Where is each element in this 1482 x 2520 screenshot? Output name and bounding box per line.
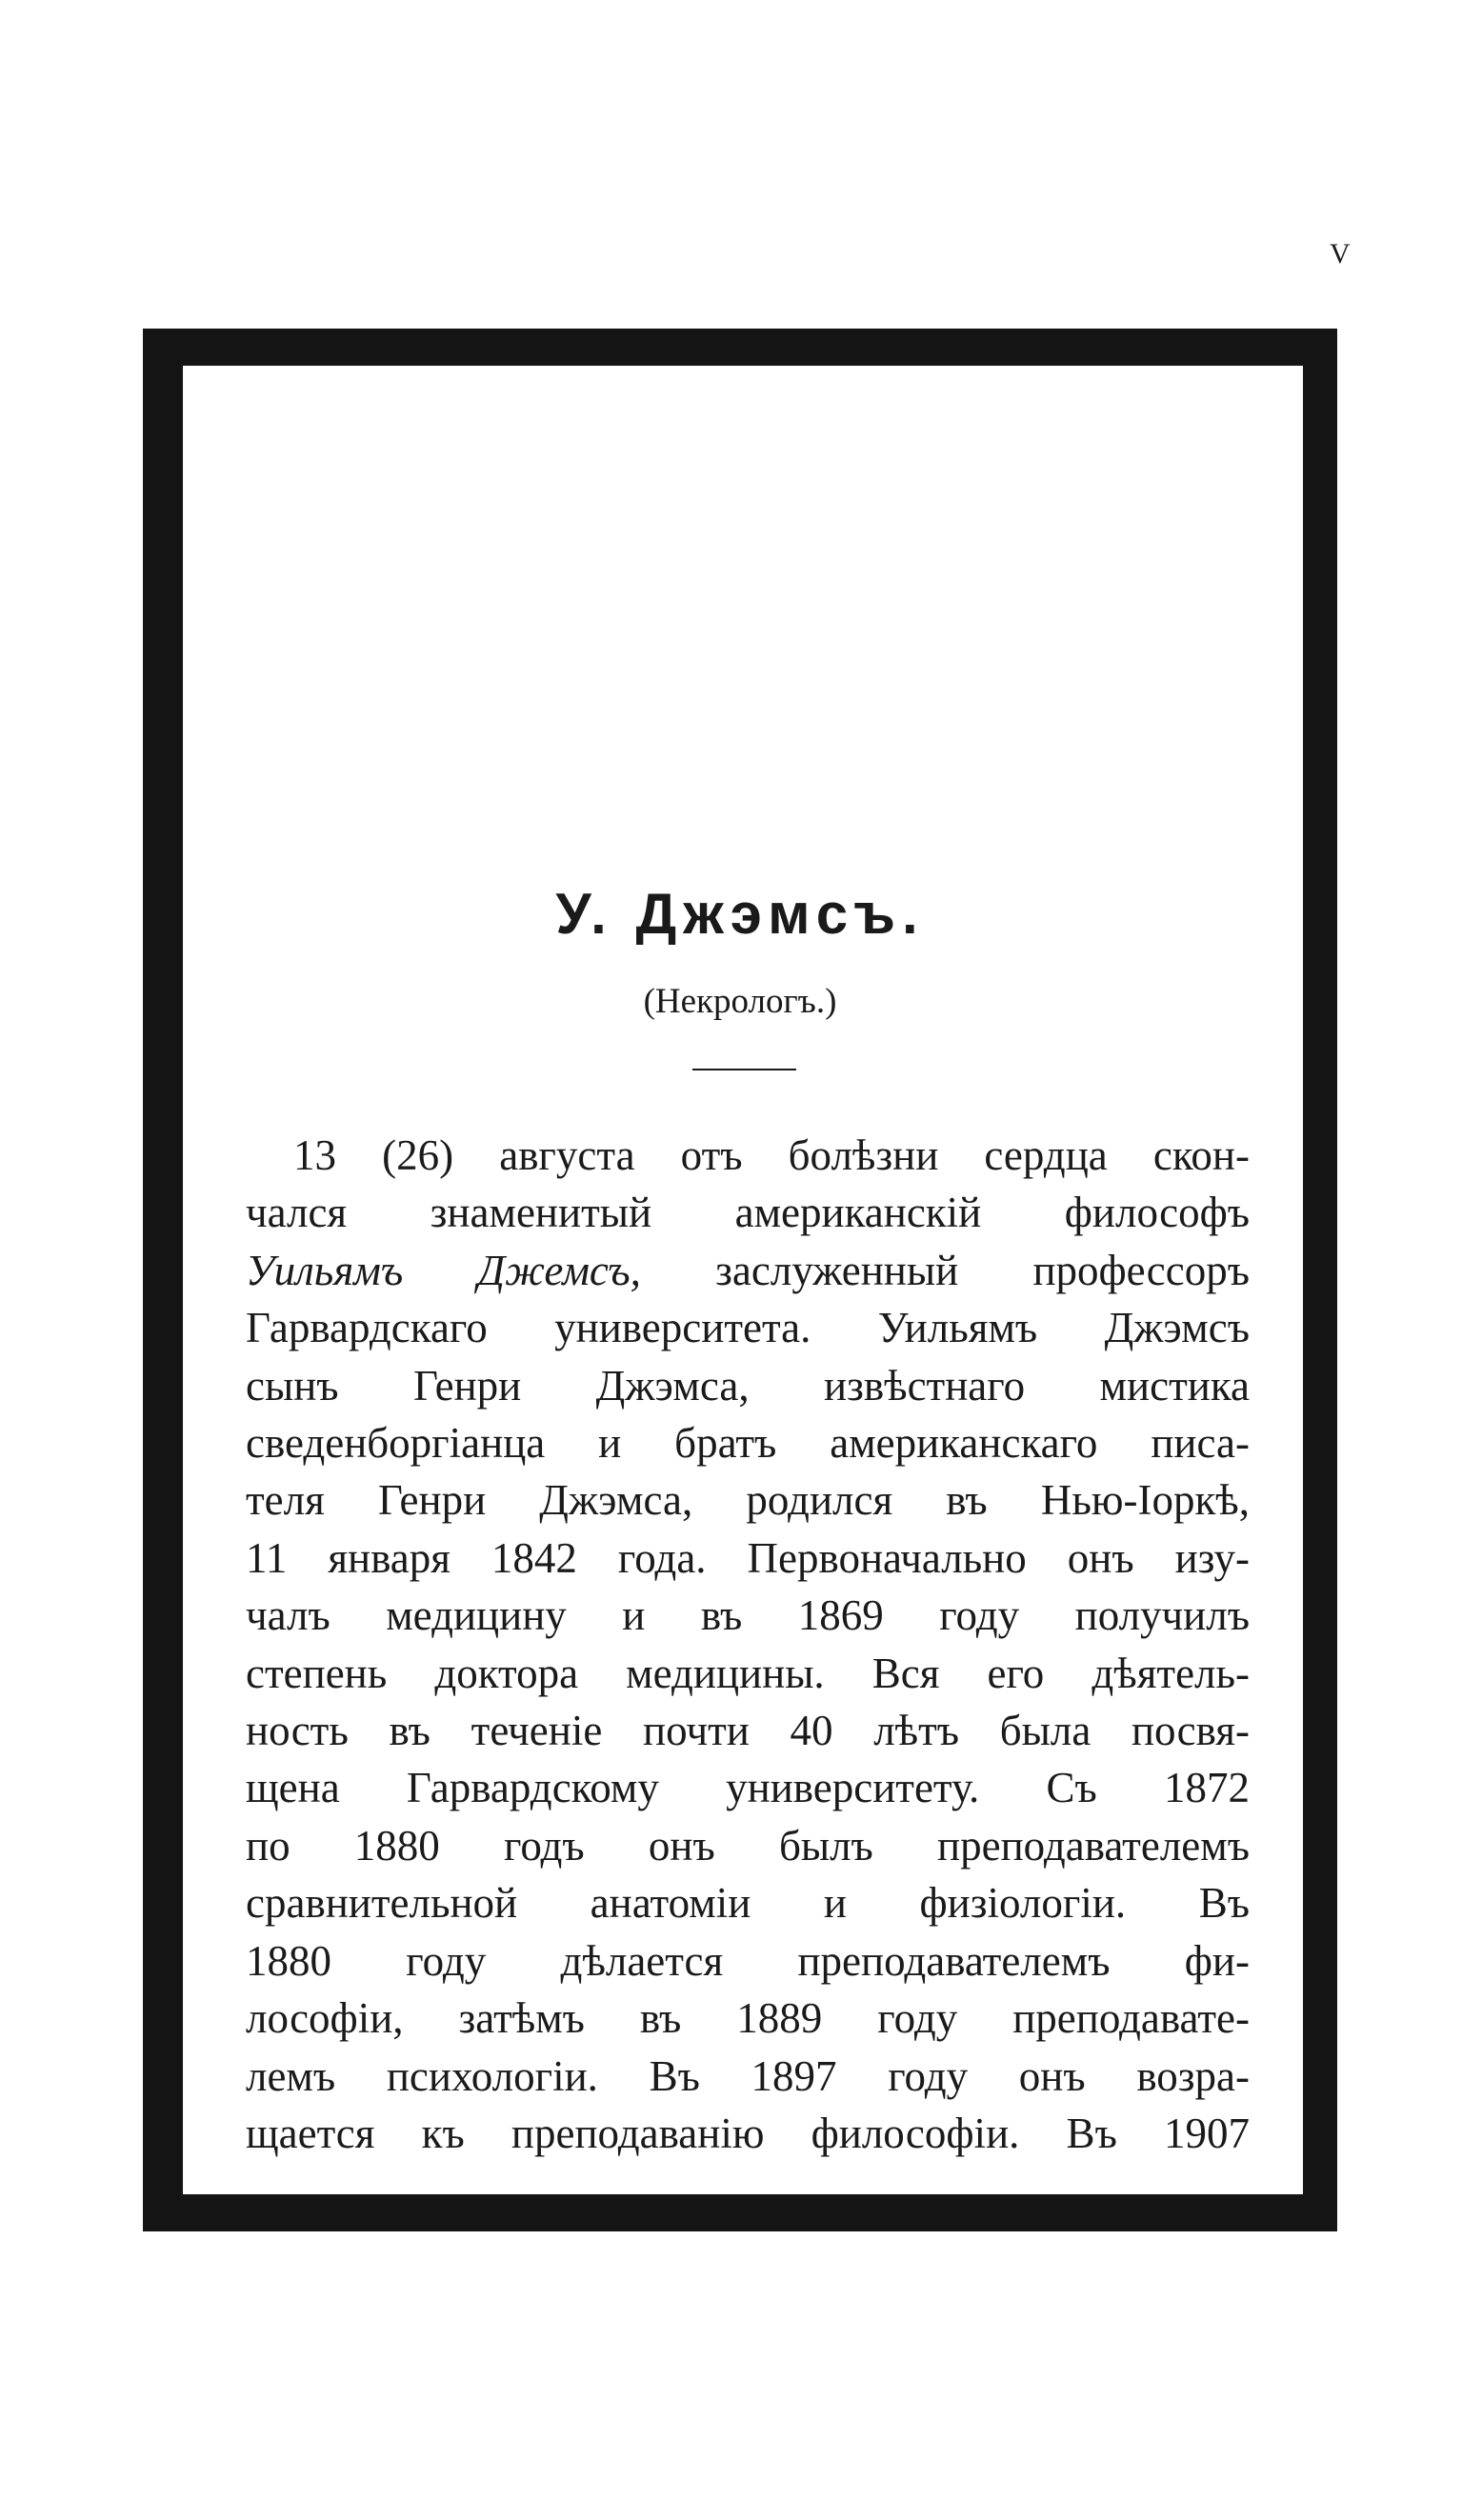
text-fragment: заслуженный профессоръ <box>640 1246 1250 1294</box>
page-subtitle: (Некрологъ.) <box>643 982 837 1021</box>
text-line: сынъ Генри Джэмса, извѣстнаго мистика <box>246 1361 1250 1410</box>
text-line: лемъ психологіи. Въ 1897 году онъ возра- <box>246 2051 1250 2100</box>
person-name-italic: Уильямъ Джемсъ, <box>246 1246 641 1294</box>
text-line: 11 января 1842 года. Первоначально онъ изу- <box>246 1533 1250 1582</box>
page-number: V <box>1330 238 1351 270</box>
text-line: сравнительной анатоміи и физіологіи. Въ <box>246 1879 1250 1928</box>
text-line: чалъ медицину и въ 1869 году получилъ <box>246 1591 1250 1640</box>
text-line: ность въ теченіе почти 40 лѣтъ была посвя- <box>246 1707 1250 1755</box>
text-line: лософіи, затѣмъ въ 1889 году преподавате- <box>246 1994 1250 2043</box>
text-line: 13 (26) августа отъ болѣзни сердца скон- <box>293 1131 1250 1179</box>
text-line: по 1880 годъ онъ былъ преподавателемъ <box>246 1821 1250 1870</box>
text-line: степень доктора медицины. Вся его дѣятель- <box>246 1649 1250 1697</box>
text-line: чался знаменитый американскій философъ <box>246 1189 1250 1237</box>
title-divider <box>692 1069 796 1070</box>
text-line: теля Генри Джэмса, родился въ Нью-Іоркѣ, <box>246 1476 1250 1525</box>
text-line: сведенборгіанца и братъ американскаго писа- <box>246 1419 1250 1468</box>
text-line: Гарвардскаго университета. Уильямъ Джэмсъ <box>246 1304 1250 1352</box>
text-line: 1880 году дѣлается преподавателемъ фи- <box>246 1936 1250 1985</box>
page-title: У. Джэмсъ. <box>555 882 925 946</box>
text-line <box>246 1242 1250 1299</box>
text-line: щена Гарвардскому университету. Съ 1872 <box>246 1764 1250 1812</box>
text-line: щается къ преподаванію философіи. Въ 1907 <box>246 2109 1250 2157</box>
obituary-text <box>246 1127 1250 2162</box>
